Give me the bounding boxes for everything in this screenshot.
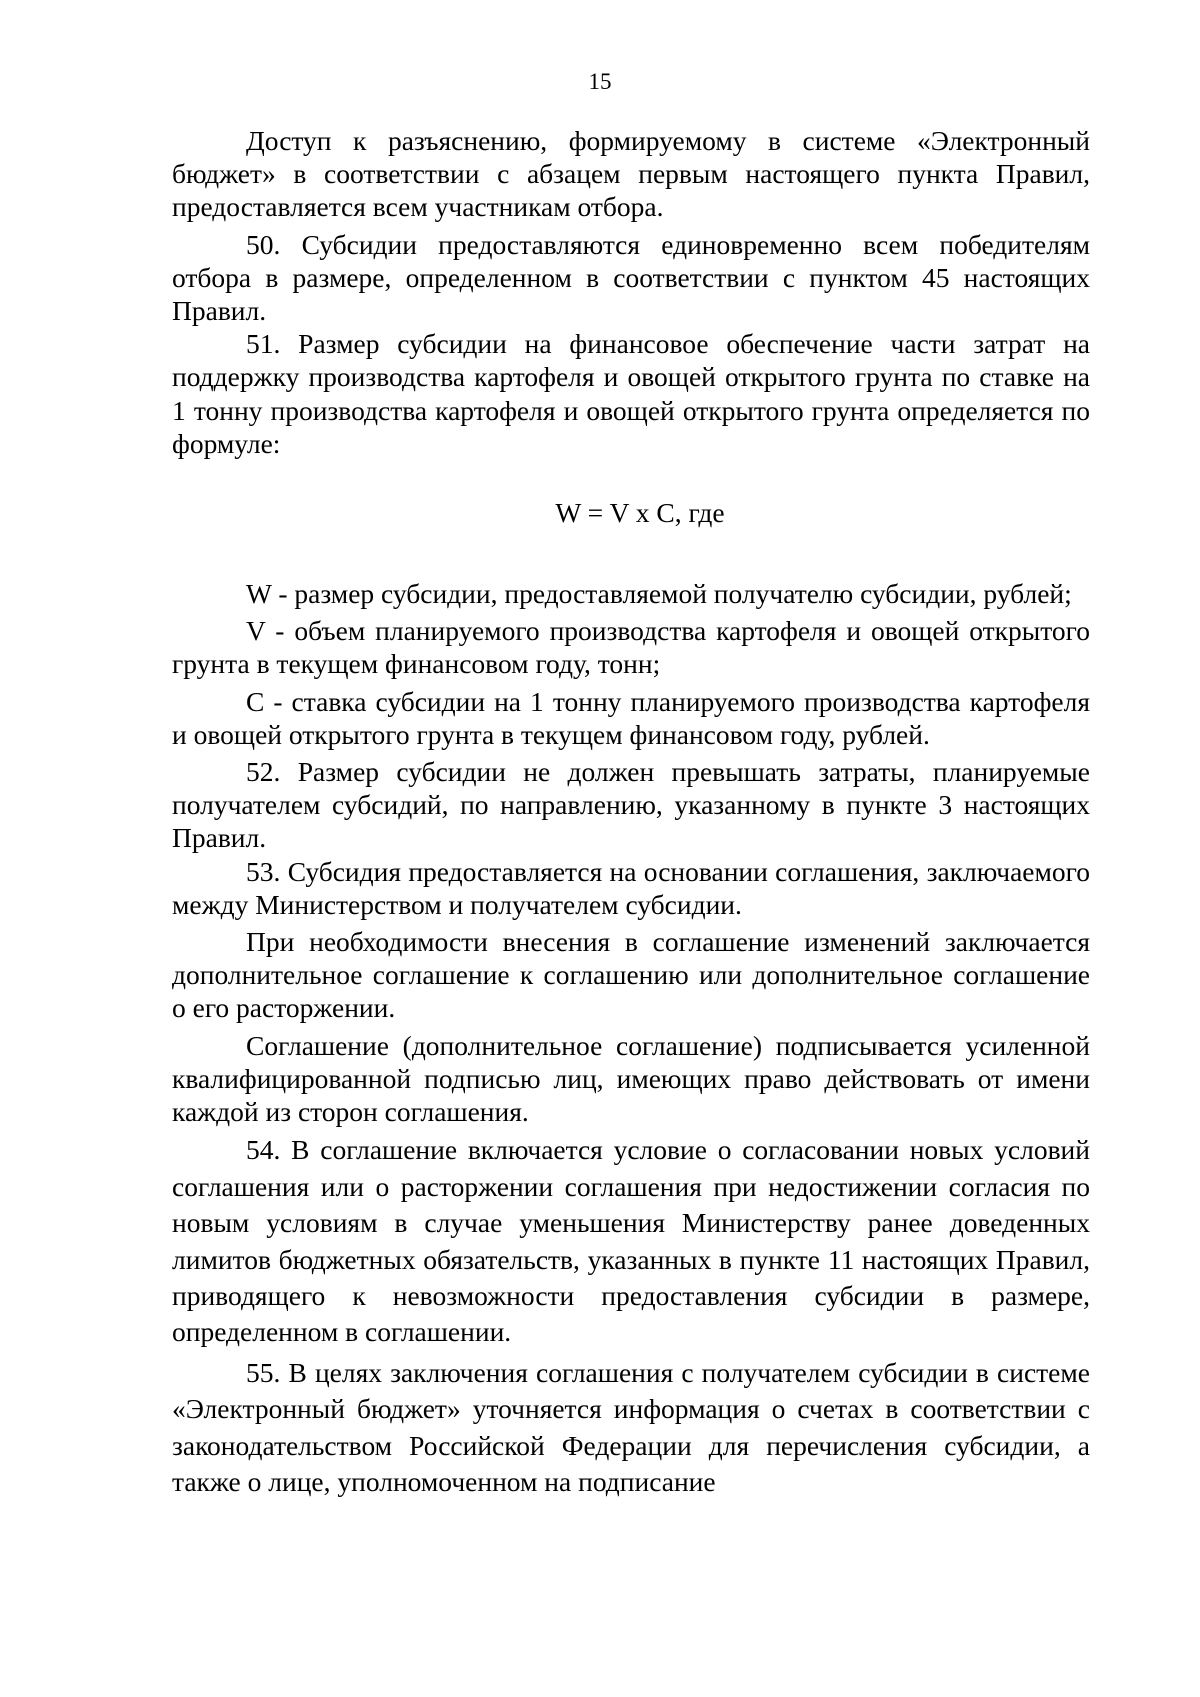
- paragraph-53-signature: Соглашение (дополнительное соглашение) подписывается усиленной квалифицированной подписью лиц, имеющих право действовать от имени каждой из сторон соглашения.: [172, 1029, 1090, 1128]
- definition-c: C - ставка субсидии на 1 тонну планируемого производства картофеля и овощей открытого грунта в текущем финансовом году, рублей.: [172, 685, 1090, 750]
- definition-v: V - объем планируемого производства картофеля и овощей открытого грунта в текущем финансовом году, тонн;: [172, 615, 1090, 680]
- paragraph-54: 54. В соглашение включается условие о согласовании новых условий соглашения или о расторжении соглашения при недостижении согласия по новым условиям в случае уменьшения Министерству ранее доведенных лимитов бюджетных обязательств, указанных в пункте 11 настоящих Правил, приводящего к невозможности предоставления субсидии в размере, определенном в соглашении.: [172, 1134, 1090, 1348]
- paragraph-clarification-access: Доступ к разъяснению, формируемому в системе «Электронный бюджет» в соответствии с абзацем первым настоящего пункта Правил, предоставляется всем участникам отбора.: [172, 125, 1090, 223]
- document-body: [172, 124, 1090, 1500]
- paragraph-53: 53. Субсидия предоставляется на основании соглашения, заключаемого между Министерством и получателем субсидии.: [172, 855, 1090, 920]
- subsidy-formula: W = V x C, где: [555, 497, 725, 529]
- paragraph-53-amendments: При необходимости внесения в соглашение изменений заключается дополнительное соглашение к соглашению или дополнительное соглашение о его расторжении.: [172, 926, 1090, 1024]
- paragraph-51: 51. Размер субсидии на финансовое обеспечение части затрат на поддержку производства картофеля и овощей открытого грунта по ставке на 1 тонну производства картофеля и овощей открытого грунта определяется по формуле:: [172, 328, 1090, 459]
- paragraph-50: 50. Субсидии предоставляются единовременно всем победителям отбора в размере, определенном в соответствии с пунктом 45 настоящих Правил.: [172, 228, 1090, 327]
- paragraph-52: 52. Размер субсидии не должен превышать затраты, планируемые получателем субсидий, по направлению, указанному в пункте 3 настоящих Правил.: [172, 756, 1090, 854]
- paragraph-55: 55. В целях заключения соглашения с получателем субсидии в системе «Электронный бюджет» уточняется информация о счетах в соответствии с законодательством Российской Федерации для перечисления субсидии, а также о лице, уполномоченном на подписание: [172, 1356, 1090, 1497]
- page-number: 15: [588, 69, 612, 94]
- definition-w: W - размер субсидии, предоставляемой получателю субсидии, рублей;: [246, 578, 1072, 610]
